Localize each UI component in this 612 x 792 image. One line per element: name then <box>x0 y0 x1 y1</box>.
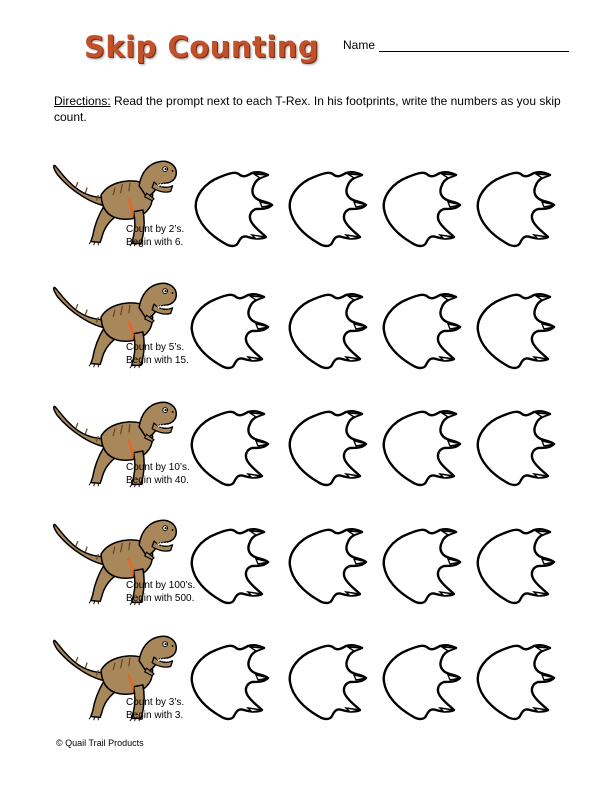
footprint-blank-3[interactable] <box>378 406 466 490</box>
footprint-blank-3[interactable] <box>378 167 466 251</box>
footprint-blank-1[interactable] <box>190 167 278 251</box>
name-line[interactable] <box>379 39 569 52</box>
prompt-count-by: Count by 100’s. <box>126 580 196 591</box>
row-prompt <box>126 461 190 487</box>
footprint-blank-4[interactable] <box>472 406 560 490</box>
footprint-blank-1[interactable] <box>186 289 274 373</box>
worksheet-title: Skip Counting <box>84 30 320 64</box>
prompt-begin-with: Begin with 500. <box>126 593 195 604</box>
footprint-blank-4[interactable] <box>472 640 560 724</box>
row-prompt <box>126 341 189 367</box>
footprint-blank-3[interactable] <box>378 289 466 373</box>
skip-count-row <box>0 396 612 501</box>
name-label: Name <box>343 38 376 52</box>
footprint-blank-2[interactable] <box>284 167 372 251</box>
name-field-row <box>343 38 569 52</box>
footprint-blank-3[interactable] <box>378 524 466 608</box>
footprint-blank-1[interactable] <box>186 524 274 608</box>
footprint-blank-2[interactable] <box>284 640 372 724</box>
footprint-blank-4[interactable] <box>472 167 560 251</box>
footprint-blank-1[interactable] <box>186 406 274 490</box>
skip-count-row <box>0 514 612 619</box>
directions-text: Read the prompt next to each T-Rex. In his footprints, write the numbers as you skip count. <box>54 94 561 124</box>
prompt-count-by: Count by 2’s. <box>126 224 185 235</box>
footprint-blank-2[interactable] <box>284 406 372 490</box>
prompt-begin-with: Begin with 6. <box>126 237 184 248</box>
footprint-blank-4[interactable] <box>472 524 560 608</box>
footprint-blank-4[interactable] <box>472 289 560 373</box>
prompt-count-by: Count by 10’s. <box>126 462 190 473</box>
prompt-count-by: Count by 5’s. <box>126 342 185 353</box>
directions <box>54 93 564 125</box>
row-prompt <box>126 696 184 722</box>
prompt-count-by: Count by 3’s. <box>126 697 185 708</box>
prompt-begin-with: Begin with 3. <box>126 710 184 721</box>
footprint-blank-3[interactable] <box>378 640 466 724</box>
footprint-blank-2[interactable] <box>284 524 372 608</box>
footprint-blank-2[interactable] <box>284 289 372 373</box>
prompt-begin-with: Begin with 40. <box>126 475 189 486</box>
footprint-blank-1[interactable] <box>186 640 274 724</box>
directions-label: Directions: <box>54 94 111 108</box>
prompt-begin-with: Begin with 15. <box>126 355 189 366</box>
skip-count-row <box>0 155 612 260</box>
row-prompt <box>126 579 195 605</box>
skip-count-row <box>0 630 612 735</box>
row-prompt <box>126 223 184 249</box>
copyright-footer: © Quail Trail Products <box>56 738 144 748</box>
skip-count-row <box>0 277 612 382</box>
